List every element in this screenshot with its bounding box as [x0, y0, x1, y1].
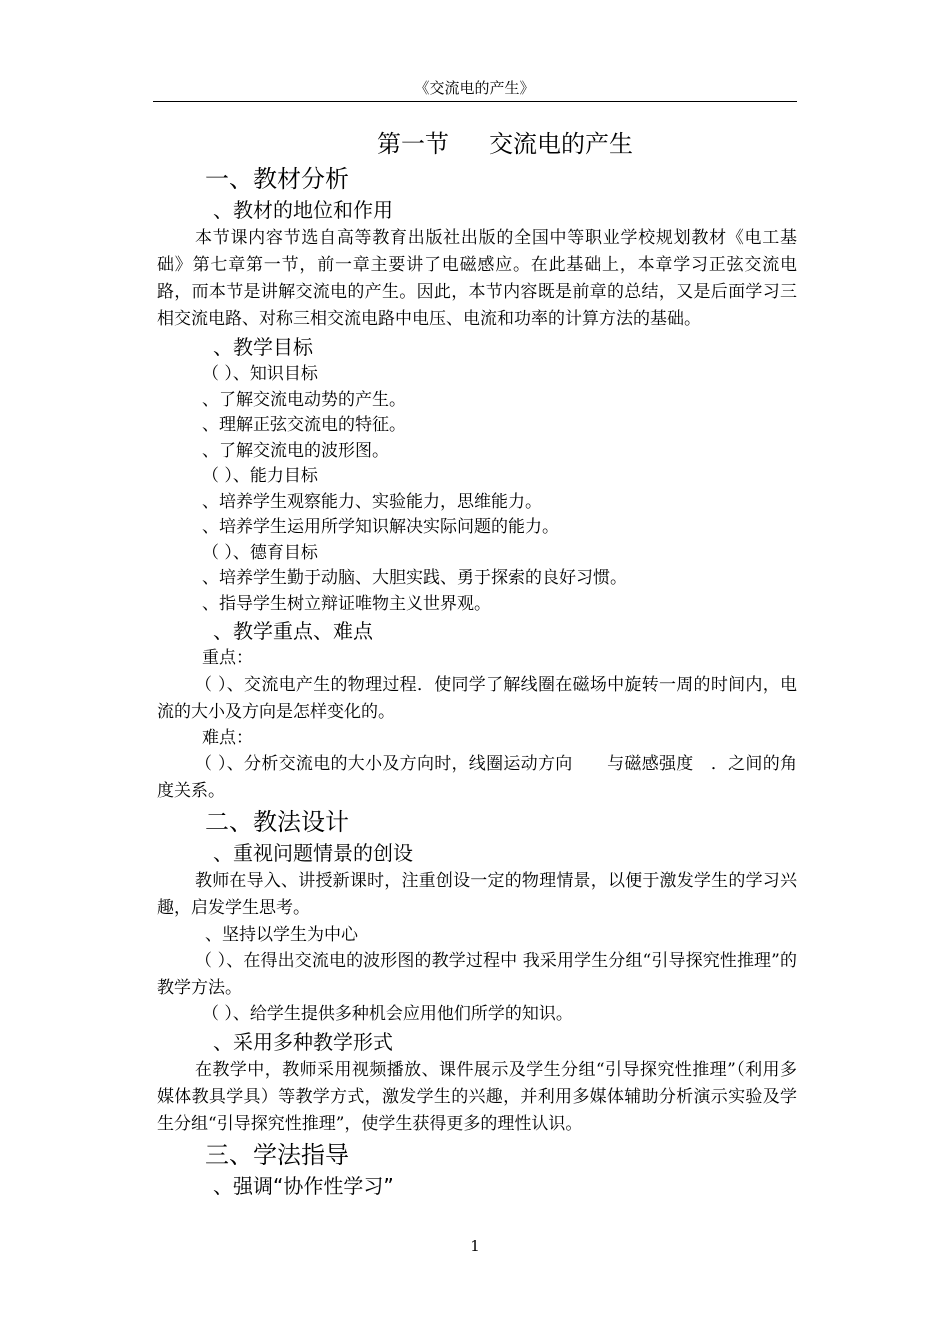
subheading-problem-scenario: 、重视问题情景的创设	[213, 841, 413, 865]
list-item: 、理解正弦交流电的特征。	[202, 415, 406, 435]
title-section: 第一节	[377, 130, 449, 158]
list-item: 、培养学生勤于动脑、大胆实践、勇于探索的良好习惯。	[202, 568, 627, 588]
difficulty-text: （ ）、分析交流电的大小及方向时，线圈运动方向 与磁感强度 ．之间的角度关系。	[157, 754, 797, 801]
paragraph-scenario: 教师在导入、讲授新课时，注重创设一定的物理情景，以便于激发学生的学习兴趣，启发学生思考。	[157, 871, 797, 918]
difficulty-label: 难点：	[202, 727, 253, 748]
page-title	[213, 126, 797, 162]
section-heading-1: 一、教材分析	[205, 165, 349, 193]
subheading-key-points: 、教学重点、难点	[213, 619, 373, 643]
subheading-student-centered: 、坚持以学生为中心	[205, 925, 358, 945]
list-item: （ ）、给学生提供多种机会应用他们所学的知识。	[202, 1004, 573, 1024]
list-item: 、培养学生观察能力、实验能力，思维能力。	[202, 491, 542, 512]
subheading-teaching-forms: 、采用多种教学形式	[213, 1029, 393, 1054]
header-rule	[153, 101, 797, 102]
paragraph-student-centered-1: （ ）、在得出交流电的波形图的教学过程中 我采用学生分组“引导探究性推理”的教学方法。	[157, 951, 797, 998]
goal-knowledge: （ ）、知识目标	[202, 364, 318, 384]
section-heading-3: 三、学法指导	[205, 1140, 349, 1169]
goal-moral: （ ）、德育目标	[202, 542, 318, 563]
list-item: 、了解交流电动势的产生。	[202, 389, 406, 410]
subheading-position-role: 、教材的地位和作用	[213, 198, 393, 222]
paragraph-textbook-analysis: 本节课内容节选自高等教育出版社出版的全国中等职业学校规划教材《电工基础》第七章第一节，前一章主要讲了电磁感应。在此基础上，本章学习正弦交流电路，而本节是讲解交流电的产生。因此，本节内容既是前章的总结，又是后面学习三相交流电路、对称三相交流电路中电压、电流和功率的计算方法的基础。	[157, 228, 797, 329]
subheading-teaching-goals: 、教学目标	[213, 335, 313, 359]
key-label: 重点：	[202, 648, 253, 668]
page-header: 《交流电的产生》	[414, 79, 535, 97]
goal-ability: （ ）、能力目标	[202, 466, 318, 486]
subheading-cooperative-learning: 、强调“协作性学习”	[213, 1173, 394, 1198]
page-number: 1	[470, 1237, 480, 1255]
list-item: 、了解交流电的波形图。	[202, 440, 389, 461]
title-name: 交流电的产生	[489, 130, 633, 158]
list-item: 、培养学生运用所学知识解决实际问题的能力。	[202, 517, 559, 537]
document-body	[157, 126, 797, 1201]
key-point-text: （ ）、交流电产生的物理过程．使同学了解线圈在磁场中旋转一周的时间内，电流的大小及方向是怎样变化的。	[157, 674, 797, 722]
paragraph-teaching-forms: 在教学中，教师采用视频播放、课件展示及学生分组“引导探究性推理”（利用多媒体教具学具）等教学方式，激发学生的兴趣，并利用多媒体辅助分析演示实验及学生分组“引导探究性推理”，使学生获得更多的理性认识。	[157, 1059, 797, 1134]
list-item: 、指导学生树立辩证唯物主义世界观。	[202, 593, 491, 614]
section-heading-2: 二、教法设计	[205, 808, 349, 836]
